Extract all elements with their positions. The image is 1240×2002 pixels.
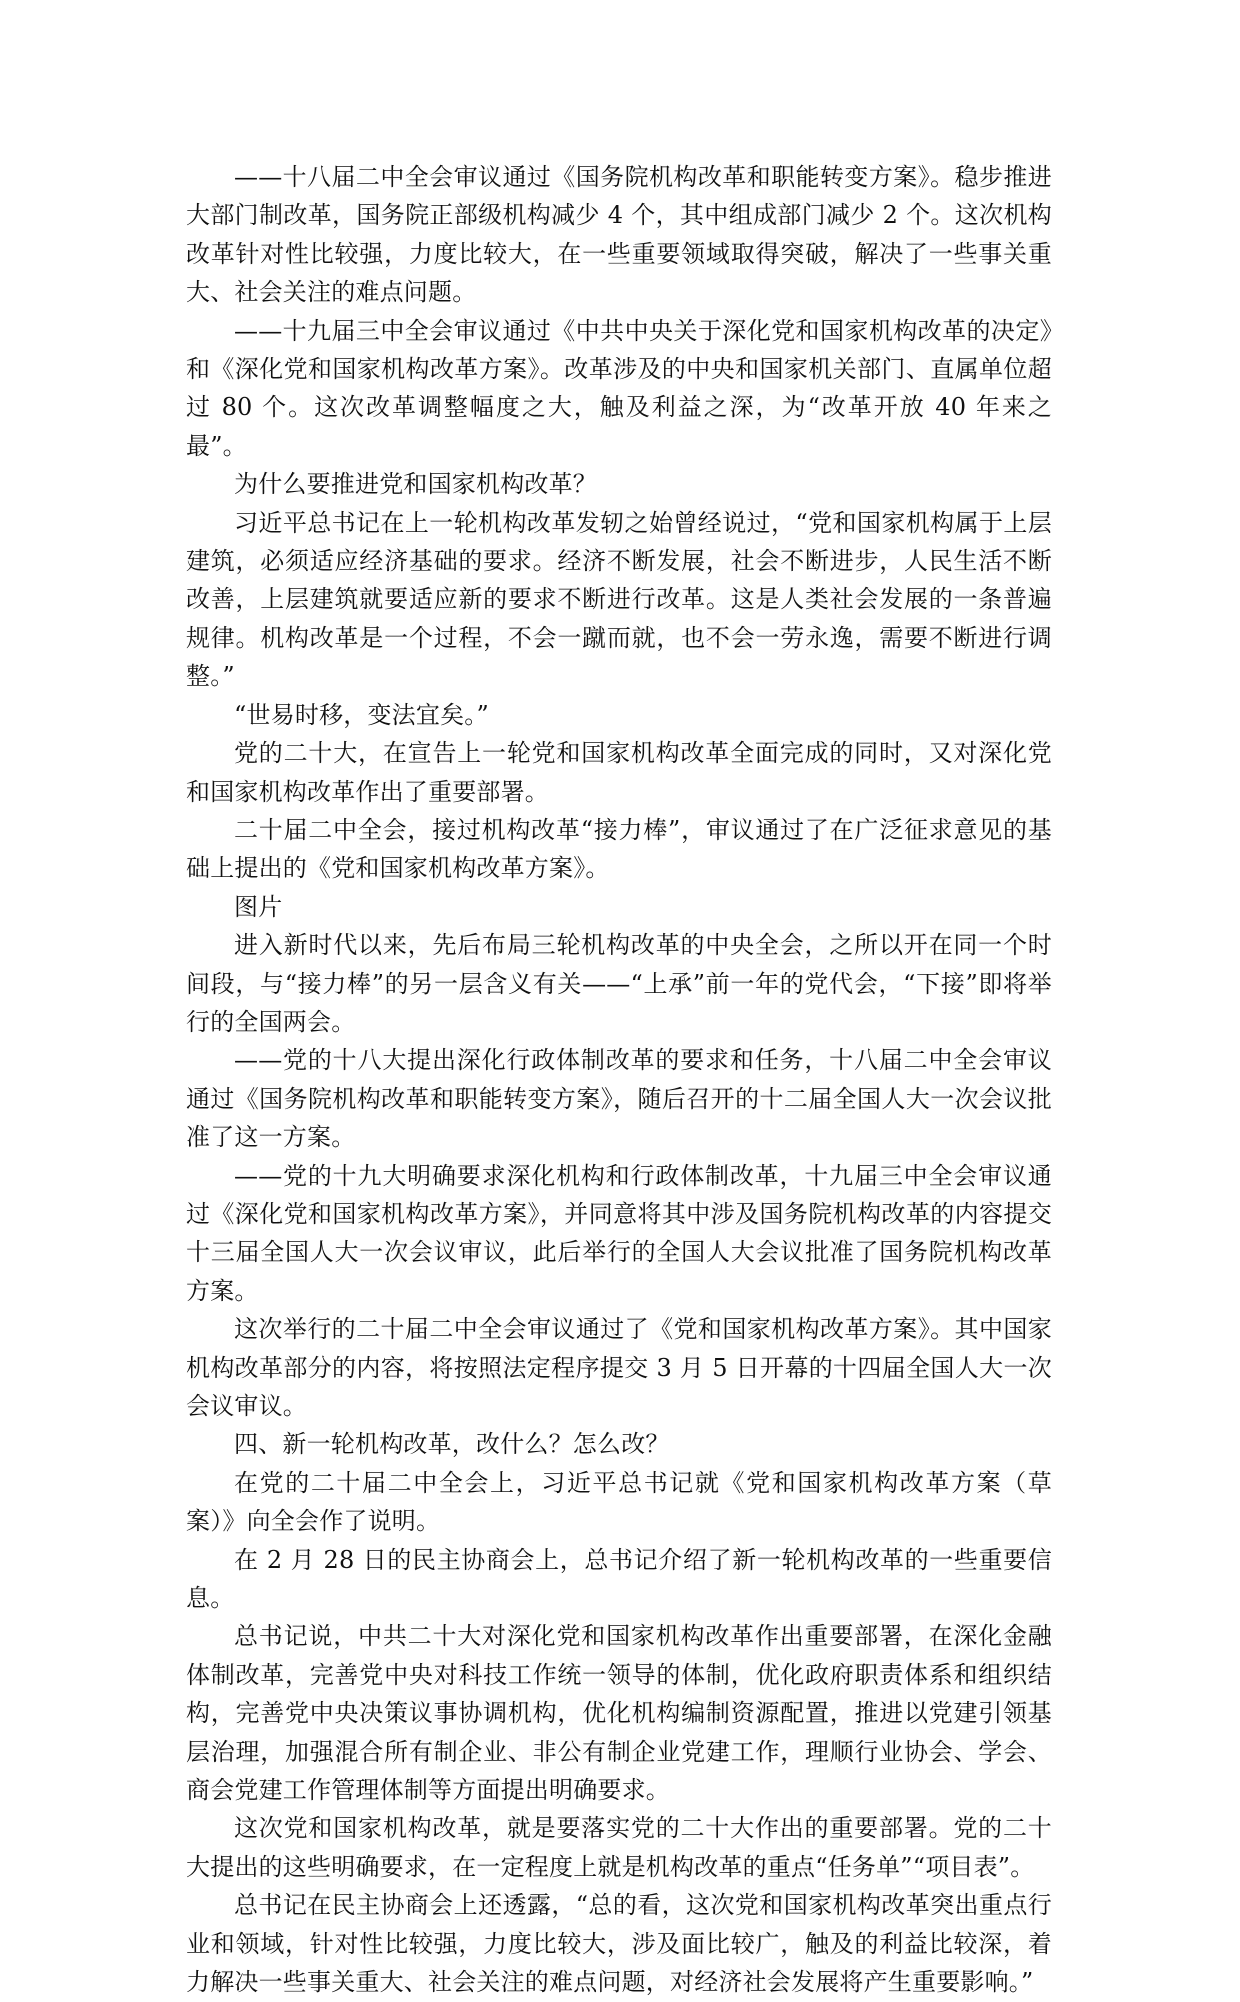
paragraph-15: 在 2 月 28 日的民主协商会上，总书记介绍了新一轮机构改革的一些重要信息。 [186, 1545, 1052, 1613]
paragraph-14: 在党的二十届二中全会上，习近平总书记就《党和国家机构改革方案（草案）》向全会作了说明。 [186, 1468, 1052, 1536]
paragraph-12: 这次举行的二十届二中全会审议通过了《党和国家机构改革方案》。其中国家机构改革部分的内容，将按照法定程序提交 3 月 5 日开幕的十四届全国人大一次会议审议。 [186, 1315, 1052, 1420]
paragraph-18: 总书记在民主协商会上还透露，“总的看，这次党和国家机构改革突出重点行业和领域，针对性比较强，力度比较大，涉及面比较广，触及的利益比较深，着力解决一些事关重大、社会关注的难点问题，对经济社会发展将产生重要影响。” [186, 1891, 1052, 1997]
paragraph-9: 进入新时代以来，先后布局三轮机构改革的中央全会，之所以开在同一个时间段，与“接力棒”的另一层含义有关——“上承”前一年的党代会，“下接”即将举行的全国两会。 [186, 931, 1052, 1036]
paragraph-16: 总书记说，中共二十大对深化党和国家机构改革作出重要部署，在深化金融体制改革，完善党中央对科技工作统一领导的体制，优化政府职责体系和组织结构，完善党中央决策议事协调机构，优化机构编制资源配置，推进以党建引领基层治理，加强混合所有制企业、非公有制企业党建工作，理顺行业协会、学会、商会党建工作管理体制等方面提出明确要求。 [186, 1622, 1052, 1805]
paragraph-2: ——十九届三中全会审议通过《中共中央关于深化党和国家机构改革的决定》和《深化党和国家机构改革方案》。改革涉及的中央和国家机关部门、直属单位超过 80 个。这次改革调整幅度之大，触及利益之深，为“改革开放 40 年来之最”。 [186, 316, 1052, 460]
paragraph-13: 四、新一轮机构改革，改什么？怎么改？ [234, 1430, 670, 1459]
paragraph-1: ——十八届二中全会审议通过《国务院机构改革和职能转变方案》。稳步推进大部门制改革，国务院正部级机构减少 4 个，其中组成部门减少 2 个。这次机构改革针对性比较强，力度比较大，在一些重要领域取得突破，解决了一些事关重大、社会关注的难点问题。 [186, 163, 1052, 307]
paragraph-10: ——党的十八大提出深化行政体制改革的要求和任务，十八届二中全会审议通过《国务院机构改革和职能转变方案》，随后召开的十二届全国人大一次会议批准了这一方案。 [186, 1046, 1052, 1152]
article-body [186, 158, 1052, 2002]
paragraph-7: 二十届二中全会，接过机构改革“接力棒”，审议通过了在广泛征求意见的基础上提出的《党和国家机构改革方案》。 [186, 815, 1052, 883]
paragraph-4: 习近平总书记在上一轮机构改革发轫之始曾经说过，“党和国家机构属于上层建筑，必须适应经济基础的要求。经济不断发展，社会不断进步，人民生活不断改善，上层建筑就要适应新的要求不断进行改革。这是人类社会发展的一条普遍规律。机构改革是一个过程，不会一蹴而就，也不会一劳永逸，需要不断进行调整。” [186, 508, 1052, 691]
paragraph-17: 这次党和国家机构改革，就是要落实党的二十大作出的重要部署。党的二十大提出的这些明确要求，在一定程度上就是机构改革的重点“任务单”“项目表”。 [186, 1814, 1052, 1881]
paragraph-8: 图片 [234, 892, 283, 921]
paragraph-3: 为什么要推进党和国家机构改革？ [234, 470, 597, 499]
paragraph-5: “世易时移，变法宜矣。” [234, 700, 489, 729]
paragraph-11: ——党的十九大明确要求深化机构和行政体制改革，十九届三中全会审议通过《深化党和国家机构改革方案》，并同意将其中涉及国务院机构改革的内容提交十三届全国人大一次会议审议，此后举行的全国人大会议批准了国务院机构改革方案。 [186, 1161, 1052, 1305]
paragraph-6: 党的二十大，在宣告上一轮党和国家机构改革全面完成的同时，又对深化党和国家机构改革作出了重要部署。 [186, 739, 1052, 806]
